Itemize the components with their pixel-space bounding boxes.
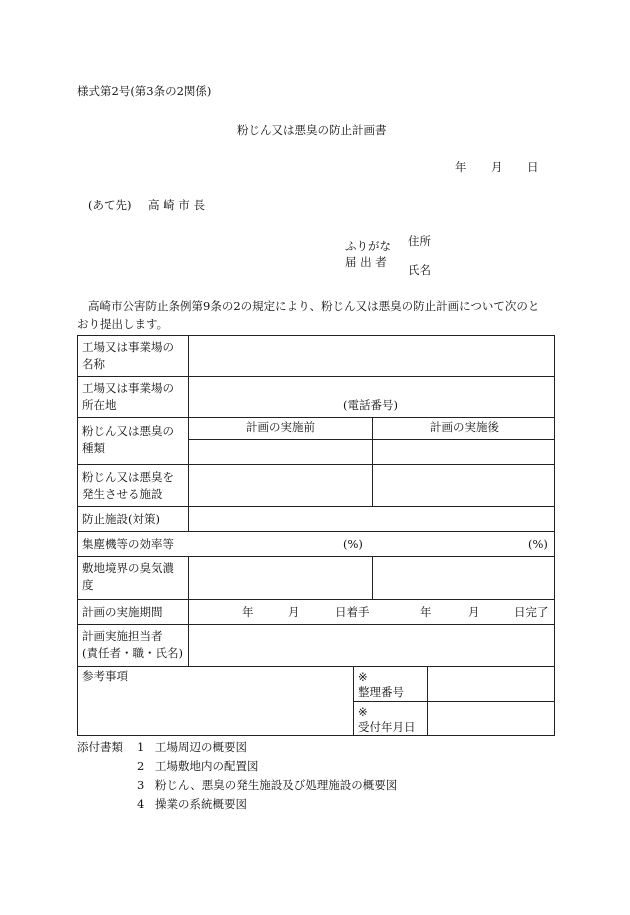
field-kind-before[interactable] xyxy=(189,440,372,464)
label-facility-location-1: 工場又は事業場の xyxy=(82,381,174,395)
period-start-month: 月 xyxy=(288,605,300,619)
label-odor-2: 度 xyxy=(82,578,94,592)
attachment-number: 4 xyxy=(137,797,145,811)
attachment-item: 操業の系統概要図 xyxy=(155,797,247,811)
field-source-before[interactable] xyxy=(189,465,372,506)
period-end-year: 年 xyxy=(420,605,432,619)
label-facility-location-2: 所在地 xyxy=(82,398,117,412)
field-person[interactable] xyxy=(189,625,554,666)
attachment-number: 1 xyxy=(137,740,145,754)
intro-line-1: 高崎市公害防止条例第9条の2の規定により、粉じん又は悪臭の防止計画について次のと xyxy=(88,299,540,313)
reference-value-divider xyxy=(427,666,428,736)
field-facility-name[interactable] xyxy=(189,336,554,376)
percent-before-label: (%) xyxy=(343,537,363,551)
field-reference[interactable] xyxy=(82,685,352,735)
furigana-label: ふりがな xyxy=(345,239,391,253)
addressee: 高 崎 市 長 xyxy=(148,198,205,212)
label-source-1: 粉じん又は悪臭を xyxy=(82,470,174,484)
date-day-label: 日 xyxy=(527,160,539,174)
date-year-label: 年 xyxy=(455,160,467,174)
name-label: 氏名 xyxy=(408,263,431,277)
percent-after-label: (%) xyxy=(528,537,548,551)
label-reference-number: 整理番号 xyxy=(358,685,404,699)
period-start-year: 年 xyxy=(242,605,254,619)
label-received-date: 受付年月日 xyxy=(358,720,416,734)
label-period: 計画の実施期間 xyxy=(82,605,163,619)
attachment-item: 粉じん、悪臭の発生施設及び処理施設の概要図 xyxy=(155,778,398,792)
attachment-item: 工場周辺の概要図 xyxy=(155,740,247,754)
field-odor-after[interactable] xyxy=(373,557,554,599)
label-kind-1: 粉じん又は悪臭の xyxy=(82,424,174,438)
date-month-label: 月 xyxy=(491,160,503,174)
period-end-month: 月 xyxy=(468,605,480,619)
addressee-prefix: (あて先) xyxy=(88,198,132,212)
plan-form-table xyxy=(77,335,555,736)
table-border-bottom xyxy=(77,735,555,736)
label-person-1: 計画実施担当者 xyxy=(82,629,163,643)
reference-sub-divider xyxy=(353,701,555,702)
row-divider xyxy=(77,666,555,667)
label-kind-2: 種類 xyxy=(82,441,105,455)
notifier-label: 届 出 者 xyxy=(345,255,387,269)
row-divider xyxy=(77,417,555,418)
label-person-2: (責任者・職・氏名) xyxy=(82,646,183,660)
row-divider xyxy=(77,599,555,600)
label-facility-name-2: 名称 xyxy=(82,357,105,371)
field-kind-after[interactable] xyxy=(373,440,554,464)
table-border-left xyxy=(77,335,78,736)
column-header-before: 計画の実施前 xyxy=(246,420,315,434)
phone-number-label: (電話番号) xyxy=(343,398,398,412)
form-number: 様式第2号(第3条の2関係) xyxy=(77,84,212,98)
reference-divider xyxy=(353,666,354,736)
attachment-number: 3 xyxy=(137,778,145,792)
document-title: 粉じん又は悪臭の防止計画書 xyxy=(237,123,387,137)
attachments-label: 添付書類 xyxy=(77,740,123,754)
attachment-number: 2 xyxy=(137,759,145,773)
label-prevention: 防止施設(対策) xyxy=(82,512,160,526)
mark-reference-number: ※ xyxy=(358,670,368,684)
label-source-2: 発生させる施設 xyxy=(82,487,163,501)
address-label: 住所 xyxy=(408,234,431,248)
label-efficiency: 集塵機等の効率等 xyxy=(82,537,174,551)
mark-received-date: ※ xyxy=(358,705,368,719)
field-odor-before[interactable] xyxy=(189,557,372,599)
table-border-right xyxy=(554,335,555,736)
intro-line-2: おり提出します。 xyxy=(77,317,169,331)
label-facility-name-1: 工場又は事業場の xyxy=(82,340,174,354)
attachment-item: 工場敷地内の配置図 xyxy=(155,759,259,773)
field-source-after[interactable] xyxy=(373,465,554,506)
label-odor-1: 敷地境界の臭気濃 xyxy=(82,561,174,575)
period-end-day: 日完了 xyxy=(514,605,549,619)
field-prevention[interactable] xyxy=(189,507,554,531)
column-header-after: 計画の実施後 xyxy=(430,420,499,434)
period-start-day: 日着手 xyxy=(335,605,370,619)
label-reference: 参考事項 xyxy=(82,669,128,683)
field-efficiency[interactable] xyxy=(189,532,554,556)
